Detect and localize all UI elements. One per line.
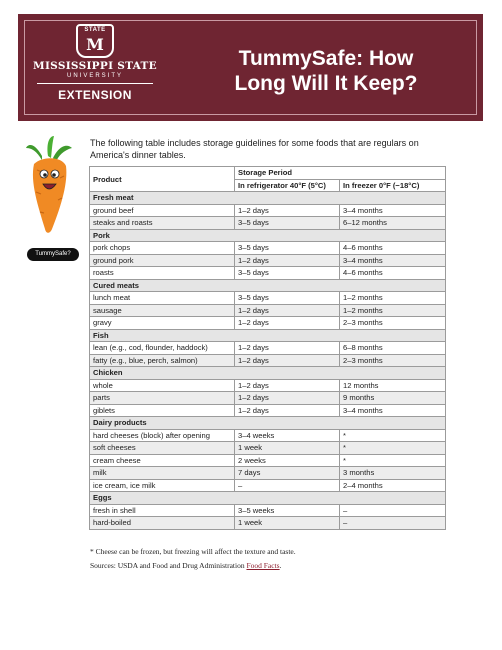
fridge-column-header: In refrigerator 40°F (5°C) [235,179,340,192]
table-row [90,442,446,455]
table-row [90,342,446,355]
fridge-cell: 1–2 days [235,204,340,217]
fridge-cell: 1–2 days [235,317,340,330]
fridge-cell: 1–2 days [235,354,340,367]
fridge-cell: 1–2 days [235,404,340,417]
section-row [90,192,446,205]
section-row [90,417,446,430]
logo-divider [37,83,153,84]
product-cell: soft cheeses [90,442,235,455]
product-cell: sausage [90,304,235,317]
product-cell: lean (e.g., cod, flounder, haddock) [90,342,235,355]
table-header-row [90,167,446,180]
carrot-mascot-icon [22,134,77,244]
freezer-cell: * [340,429,446,442]
table-row [90,467,446,480]
product-cell: whole [90,379,235,392]
fridge-cell: 3–5 days [235,242,340,255]
storage-period-header: Storage Period [235,167,446,180]
logo-mark: M [86,35,104,54]
freezer-cell: 6–12 months [340,217,446,230]
header-banner [18,14,483,121]
freezer-cell: * [340,442,446,455]
product-cell: fatty (e.g., blue, perch, salmon) [90,354,235,367]
freezer-cell: 4–6 months [340,242,446,255]
section-label: Fresh meat [90,192,446,205]
fridge-cell: 3–5 weeks [235,504,340,517]
logo-top: STATE [84,27,106,33]
sources-prefix: Sources: USDA and Food and Drug Administration [90,561,247,570]
section-row [90,229,446,242]
table-row [90,354,446,367]
page-title: TummySafe: How Long Will It Keep? [234,47,418,95]
product-cell: roasts [90,267,235,280]
table-row [90,254,446,267]
table-row [90,454,446,467]
fridge-cell: 1–2 days [235,254,340,267]
product-cell: giblets [90,404,235,417]
freezer-cell: 1–2 months [340,304,446,317]
section-label: Pork [90,229,446,242]
section-row [90,492,446,505]
product-cell: pork chops [90,242,235,255]
fridge-cell: – [235,479,340,492]
fridge-cell: 3–5 days [235,292,340,305]
table-row [90,479,446,492]
intro-text: The following table includes storage guidelines for some foods that are regulars on America's dinner tables. [90,138,419,160]
section-label: Eggs [90,492,446,505]
product-cell: milk [90,467,235,480]
table-row [90,429,446,442]
logo-line2: UNIVERSITY [66,73,123,79]
table-row [90,217,446,230]
table-row [90,292,446,305]
table-row [90,379,446,392]
freezer-cell: 6–8 months [340,342,446,355]
freezer-cell: 3–4 months [340,254,446,267]
freezer-cell: – [340,504,446,517]
sources-suffix: . [279,561,282,570]
freezer-cell: 3 months [340,467,446,480]
msu-extension-logo [30,22,160,114]
section-row [90,367,446,380]
product-cell: ground beef [90,204,235,217]
table-row [90,242,446,255]
cheese-note: * Cheese can be frozen, but freezing will affect the texture and taste. [90,547,296,556]
shield-icon [76,24,114,58]
fridge-cell: 3–4 weeks [235,429,340,442]
product-cell: cream cheese [90,454,235,467]
product-cell: gravy [90,317,235,330]
fridge-cell: 1 week [235,517,340,530]
footnote [90,545,450,573]
freezer-cell: 2–3 months [340,354,446,367]
freezer-cell: * [340,454,446,467]
freezer-cell: 9 months [340,392,446,405]
fridge-cell: 3–5 days [235,267,340,280]
section-label: Cured meats [90,279,446,292]
section-row [90,329,446,342]
product-cell: hard cheeses (block) after opening [90,429,235,442]
product-cell: hard-boiled [90,517,235,530]
tummysafe-badge: TummySafe? [27,248,79,261]
freezer-cell: 3–4 months [340,404,446,417]
section-label: Fish [90,329,446,342]
logo-line1: MISSISSIPPI STATE [33,60,157,72]
product-cell: ice cream, ice milk [90,479,235,492]
table-row [90,404,446,417]
fridge-cell: 1–2 days [235,304,340,317]
freezer-cell: 2–4 months [340,479,446,492]
fridge-cell: 1 week [235,442,340,455]
freezer-cell: 3–4 months [340,204,446,217]
freezer-cell: 1–2 months [340,292,446,305]
product-cell: ground pork [90,254,235,267]
freezer-cell: 2–3 months [340,317,446,330]
freezer-column-header: In freezer 0°F (−18°C) [340,179,446,192]
table-row [90,204,446,217]
logo-line3: EXTENSION [58,88,132,102]
product-cell: lunch meat [90,292,235,305]
product-cell: steaks and roasts [90,217,235,230]
table-row [90,517,446,530]
product-cell: fresh in shell [90,504,235,517]
section-label: Dairy products [90,417,446,430]
table-row [90,267,446,280]
storage-table [89,166,446,530]
product-column-header: Product [90,167,235,192]
table-row [90,317,446,330]
table-row [90,392,446,405]
table-row [90,504,446,517]
product-cell: parts [90,392,235,405]
fridge-cell: 1–2 days [235,342,340,355]
fridge-cell: 1–2 days [235,392,340,405]
food-facts-link[interactable]: Food Facts [246,561,280,570]
fridge-cell: 3–5 days [235,217,340,230]
fridge-cell: 1–2 days [235,379,340,392]
freezer-cell: 12 months [340,379,446,392]
freezer-cell: – [340,517,446,530]
section-label: Chicken [90,367,446,380]
freezer-cell: 4–6 months [340,267,446,280]
table-row [90,304,446,317]
sources-line [90,559,450,573]
fridge-cell: 7 days [235,467,340,480]
section-row [90,279,446,292]
fridge-cell: 2 weeks [235,454,340,467]
